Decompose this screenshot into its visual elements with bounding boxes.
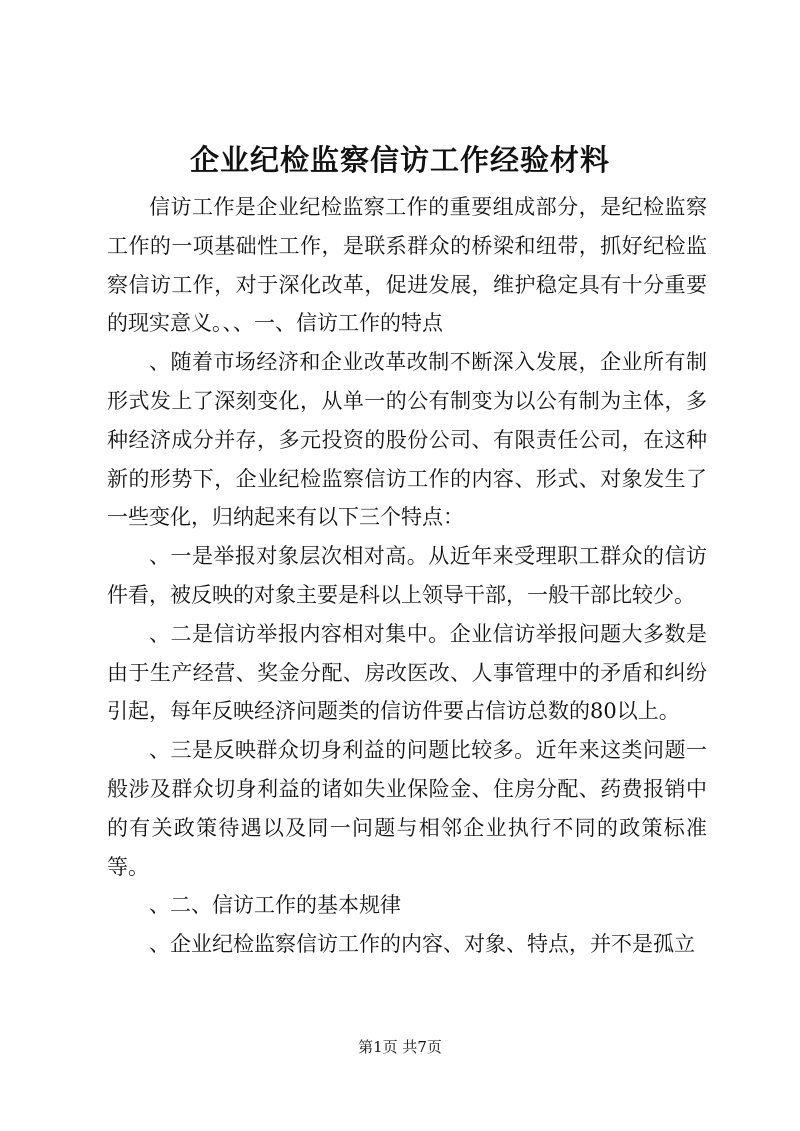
paragraph-intro: 信访工作是企业纪检监察工作的重要组成部分，是纪检监察工作的一项基础性工作，是联系群众的桥梁和纽带，抓好纪检监察信访工作，对于深化改革，促进发展，维护稳定具有十分重要的现实意义。、、一、信访工作的特点 [107,195,707,336]
paragraph-feature-two: 、二是信访举报内容相对集中。企业信访举报问题大多数是由于生产经营、奖金分配、房改医改、人事管理中的矛盾和纠纷引起，每年反映经济问题类的信访件要占信访总数的80以上。 [107,621,707,724]
document-title: 企业纪检监察信访工作经验材料 [189,143,610,177]
document-body [107,188,707,964]
paragraph-feature-one: 、一是举报对象层次相对高。从近年来受理职工群众的信访件看，被反映的对象主要是科以上领导干部，一般干部比较少。 [107,544,707,607]
paragraph-rules-start: 、企业纪检监察信访工作的内容、对象、特点，并不是孤立 [149,932,695,957]
page-footer: 第1页 共7页 [358,1038,442,1056]
section-heading-rules: 、二、信访工作的基本规律 [149,893,401,918]
paragraph-background: 、随着市场经济和企业改革改制不断深入发展，企业所有制形式发上了深刻变化，从单一的公有制变为以公有制为主体，多种经济成分并存，多元投资的股份公司、有限责任公司，在这种新的形势下，企业纪检监察信访工作的内容、形式、对象发生了一些变化，归纳起来有以下三个特点： [107,350,707,530]
paragraph-feature-three: 、三是反映群众切身利益的问题比较多。近年来这类问题一般涉及群众切身利益的诸如失业保险金、住房分配、药费报销中的有关政策待遇以及同一问题与相邻企业执行不同的政策标准等。 [107,738,707,879]
